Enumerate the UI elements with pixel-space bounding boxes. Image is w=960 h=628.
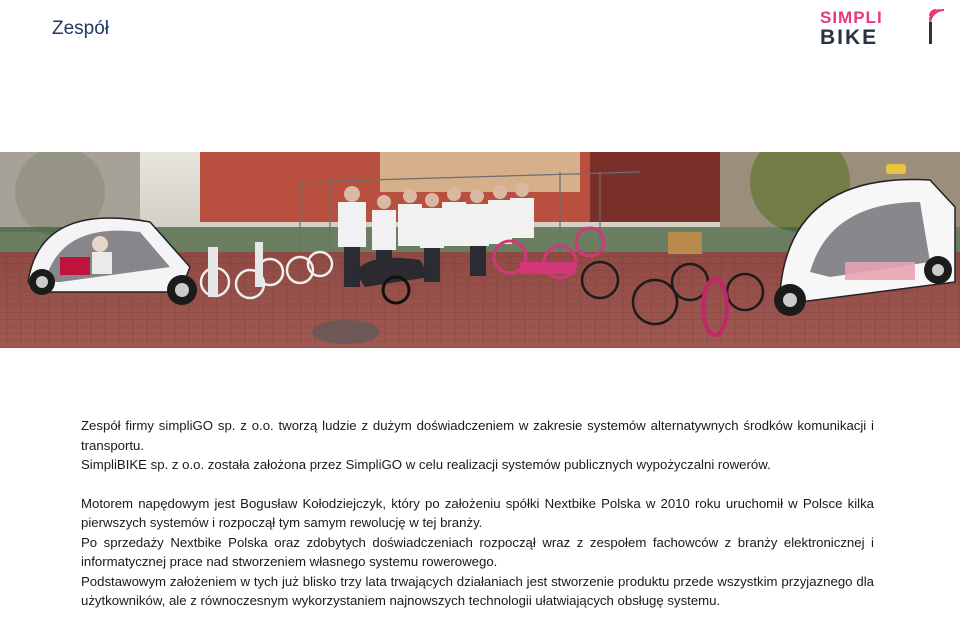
paragraph-main-assumption: Podstawowym założeniem w tych już blisko trzy lata trwających działaniach jest stworzenie produktu przede wszystkim przyjaznego dla użytkowników, ale z równoczesnym wykorzystaniem najnowszych technologii ułatwiających obsługę systemu.	[81, 573, 874, 608]
team-photo-illustration	[0, 152, 960, 348]
logo-brand-bottom: BIKE	[820, 26, 879, 48]
paragraph-driving-force: Motorem napędowym jest Bogusław Kołodziejczyk, który po założeniu spółki Nextbike Polska w 2010 roku uruchomił w Polsce kilka pierwszych systemów i rozpoczął tym samym rewolucję w tej branży.	[81, 495, 874, 530]
wifi-signal-icon	[930, 10, 944, 24]
slide-title: Zespół	[52, 18, 110, 39]
paragraph-team: Zespół firmy simpliGO sp. z o.o. tworzą ludzie z dużym doświadczeniem w zakresie systemów alternatywnych środków komunikacji i transportu.	[81, 418, 874, 453]
body-text	[81, 416, 874, 611]
paragraph-founding: SimpliBIKE sp. z o.o. została założona przez SimpliGO w celu realizacji systemów publicznych wypożyczalni rowerów.	[81, 457, 771, 472]
team-photo	[0, 152, 960, 348]
paragraph-after-sale: Po sprzedaży Nextbike Polska oraz zdobytych doświadczeniach rozpoczął wraz z zespołem fachowców z branży elektronicznej i informatycznej prace nad stworzeniem własnego systemu rowerowego.	[81, 534, 874, 569]
logo-brand-top: SIMPLI	[820, 8, 883, 27]
simplibike-logo	[818, 4, 946, 48]
